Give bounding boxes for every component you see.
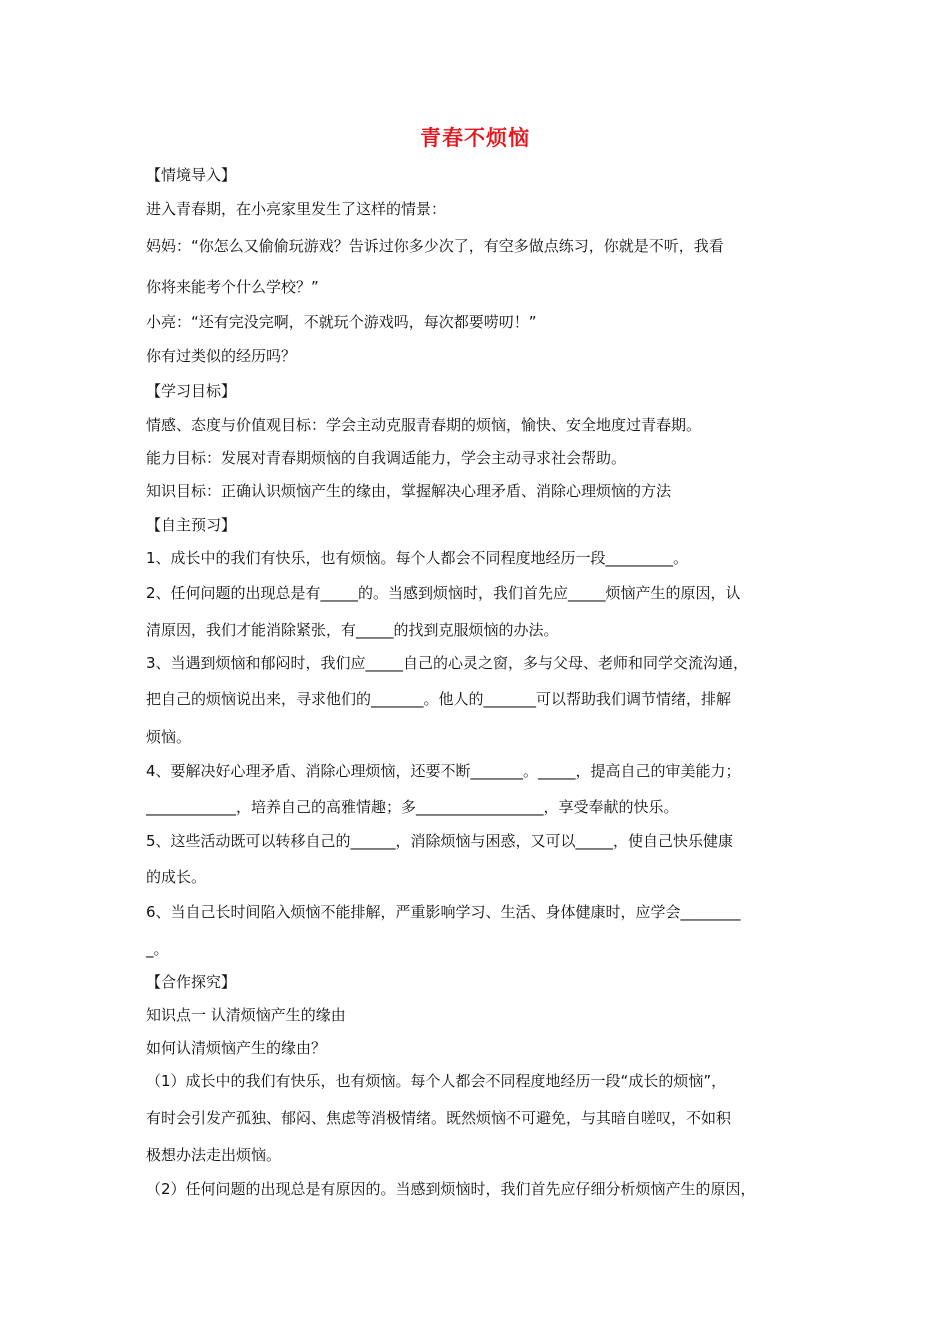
knowledge-point-heading: 知识点一 认清烦恼产生的缘由 xyxy=(146,1006,346,1024)
text-line: 妈妈：“你怎么又偷偷玩游戏？告诉过你多少次了，有空多做点练习，你就是不听，我看 xyxy=(146,237,724,255)
text-line: 有时会引发产孤独、郁闷、焦虑等消极情绪。既然烦恼不可避免，与其暗自嗟叹，不如积 xyxy=(146,1109,732,1127)
text-line: 如何认清烦恼产生的缘由？ xyxy=(146,1039,327,1057)
text-line: （2）任何问题的出现总是有原因的。当感到烦恼时，我们首先应仔细分析烦恼产生的原因， xyxy=(146,1180,756,1198)
page-title: 青春不烦恼 xyxy=(420,126,530,150)
text-line: 极想办法走出烦恼。 xyxy=(146,1146,282,1164)
question-line: 2、任何问题的出现总是有_____的。当感到烦恼时，我们首先应_____烦恼产生的原因，认 xyxy=(146,584,741,602)
text-line: 能力目标：发展对青春期烦恼的自我调适能力，学会主动寻求社会帮助。 xyxy=(146,449,627,467)
text-line: （1）成长中的我们有快乐，也有烦恼。每个人都会不同程度地经历一段“成长的烦恼”， xyxy=(146,1072,727,1090)
text-line: 你将来能考个什么学校？” xyxy=(146,278,319,296)
question-line: ____________，培养自己的高雅情趣；多_________________，享受奉献的快乐。 xyxy=(146,798,679,816)
question-line: 4、要解决好心理矛盾、消除心理烦恼，还要不断_______。_____，提高自己的审美能力； xyxy=(146,762,741,780)
question-line: _。 xyxy=(146,940,169,958)
question-line: 把自己的烦恼说出来，寻求他们的_______。他人的_______可以帮助我们调节情绪，排解 xyxy=(146,690,732,708)
question-line: 6、当自己长时间陷入烦恼不能排解，严重影响学习、生活、身体健康时，应学会________ xyxy=(146,903,741,921)
section-heading-situation: 【情境导入】 xyxy=(146,166,237,184)
question-line: 烦恼。 xyxy=(146,728,192,746)
question-line: 1、成长中的我们有快乐，也有烦恼。每个人都会不同程度地经历一段_________。 xyxy=(146,549,689,567)
question-line: 的成长。 xyxy=(146,868,207,886)
section-heading-explore: 【合作探究】 xyxy=(146,973,237,991)
question-line: 清原因，我们才能消除紧张，有_____的找到克服烦恼的办法。 xyxy=(146,621,559,639)
section-heading-preview: 【自主预习】 xyxy=(146,516,237,534)
section-heading-goals: 【学习目标】 xyxy=(146,382,237,400)
text-line: 进入青春期，在小亮家里发生了这样的情景： xyxy=(146,200,447,218)
question-line: 3、当遇到烦恼和郁闷时，我们应_____自己的心灵之窗，多与父母、老师和同学交流沟通， xyxy=(146,654,749,672)
text-line: 你有过类似的经历吗？ xyxy=(146,347,297,365)
text-line: 知识目标：正确认识烦恼产生的缘由，掌握解决心理矛盾、消除心理烦恼的方法 xyxy=(146,482,672,500)
question-line: 5、这些活动既可以转移自己的______，消除烦恼与困惑，又可以_____，使自己快乐健康 xyxy=(146,832,734,850)
text-line: 情感、态度与价值观目标：学会主动克服青春期的烦恼，愉快、安全地度过青春期。 xyxy=(146,416,702,434)
text-line: 小亮：“还有完没完啊，不就玩个游戏吗，每次都要唠叨！” xyxy=(146,313,537,331)
